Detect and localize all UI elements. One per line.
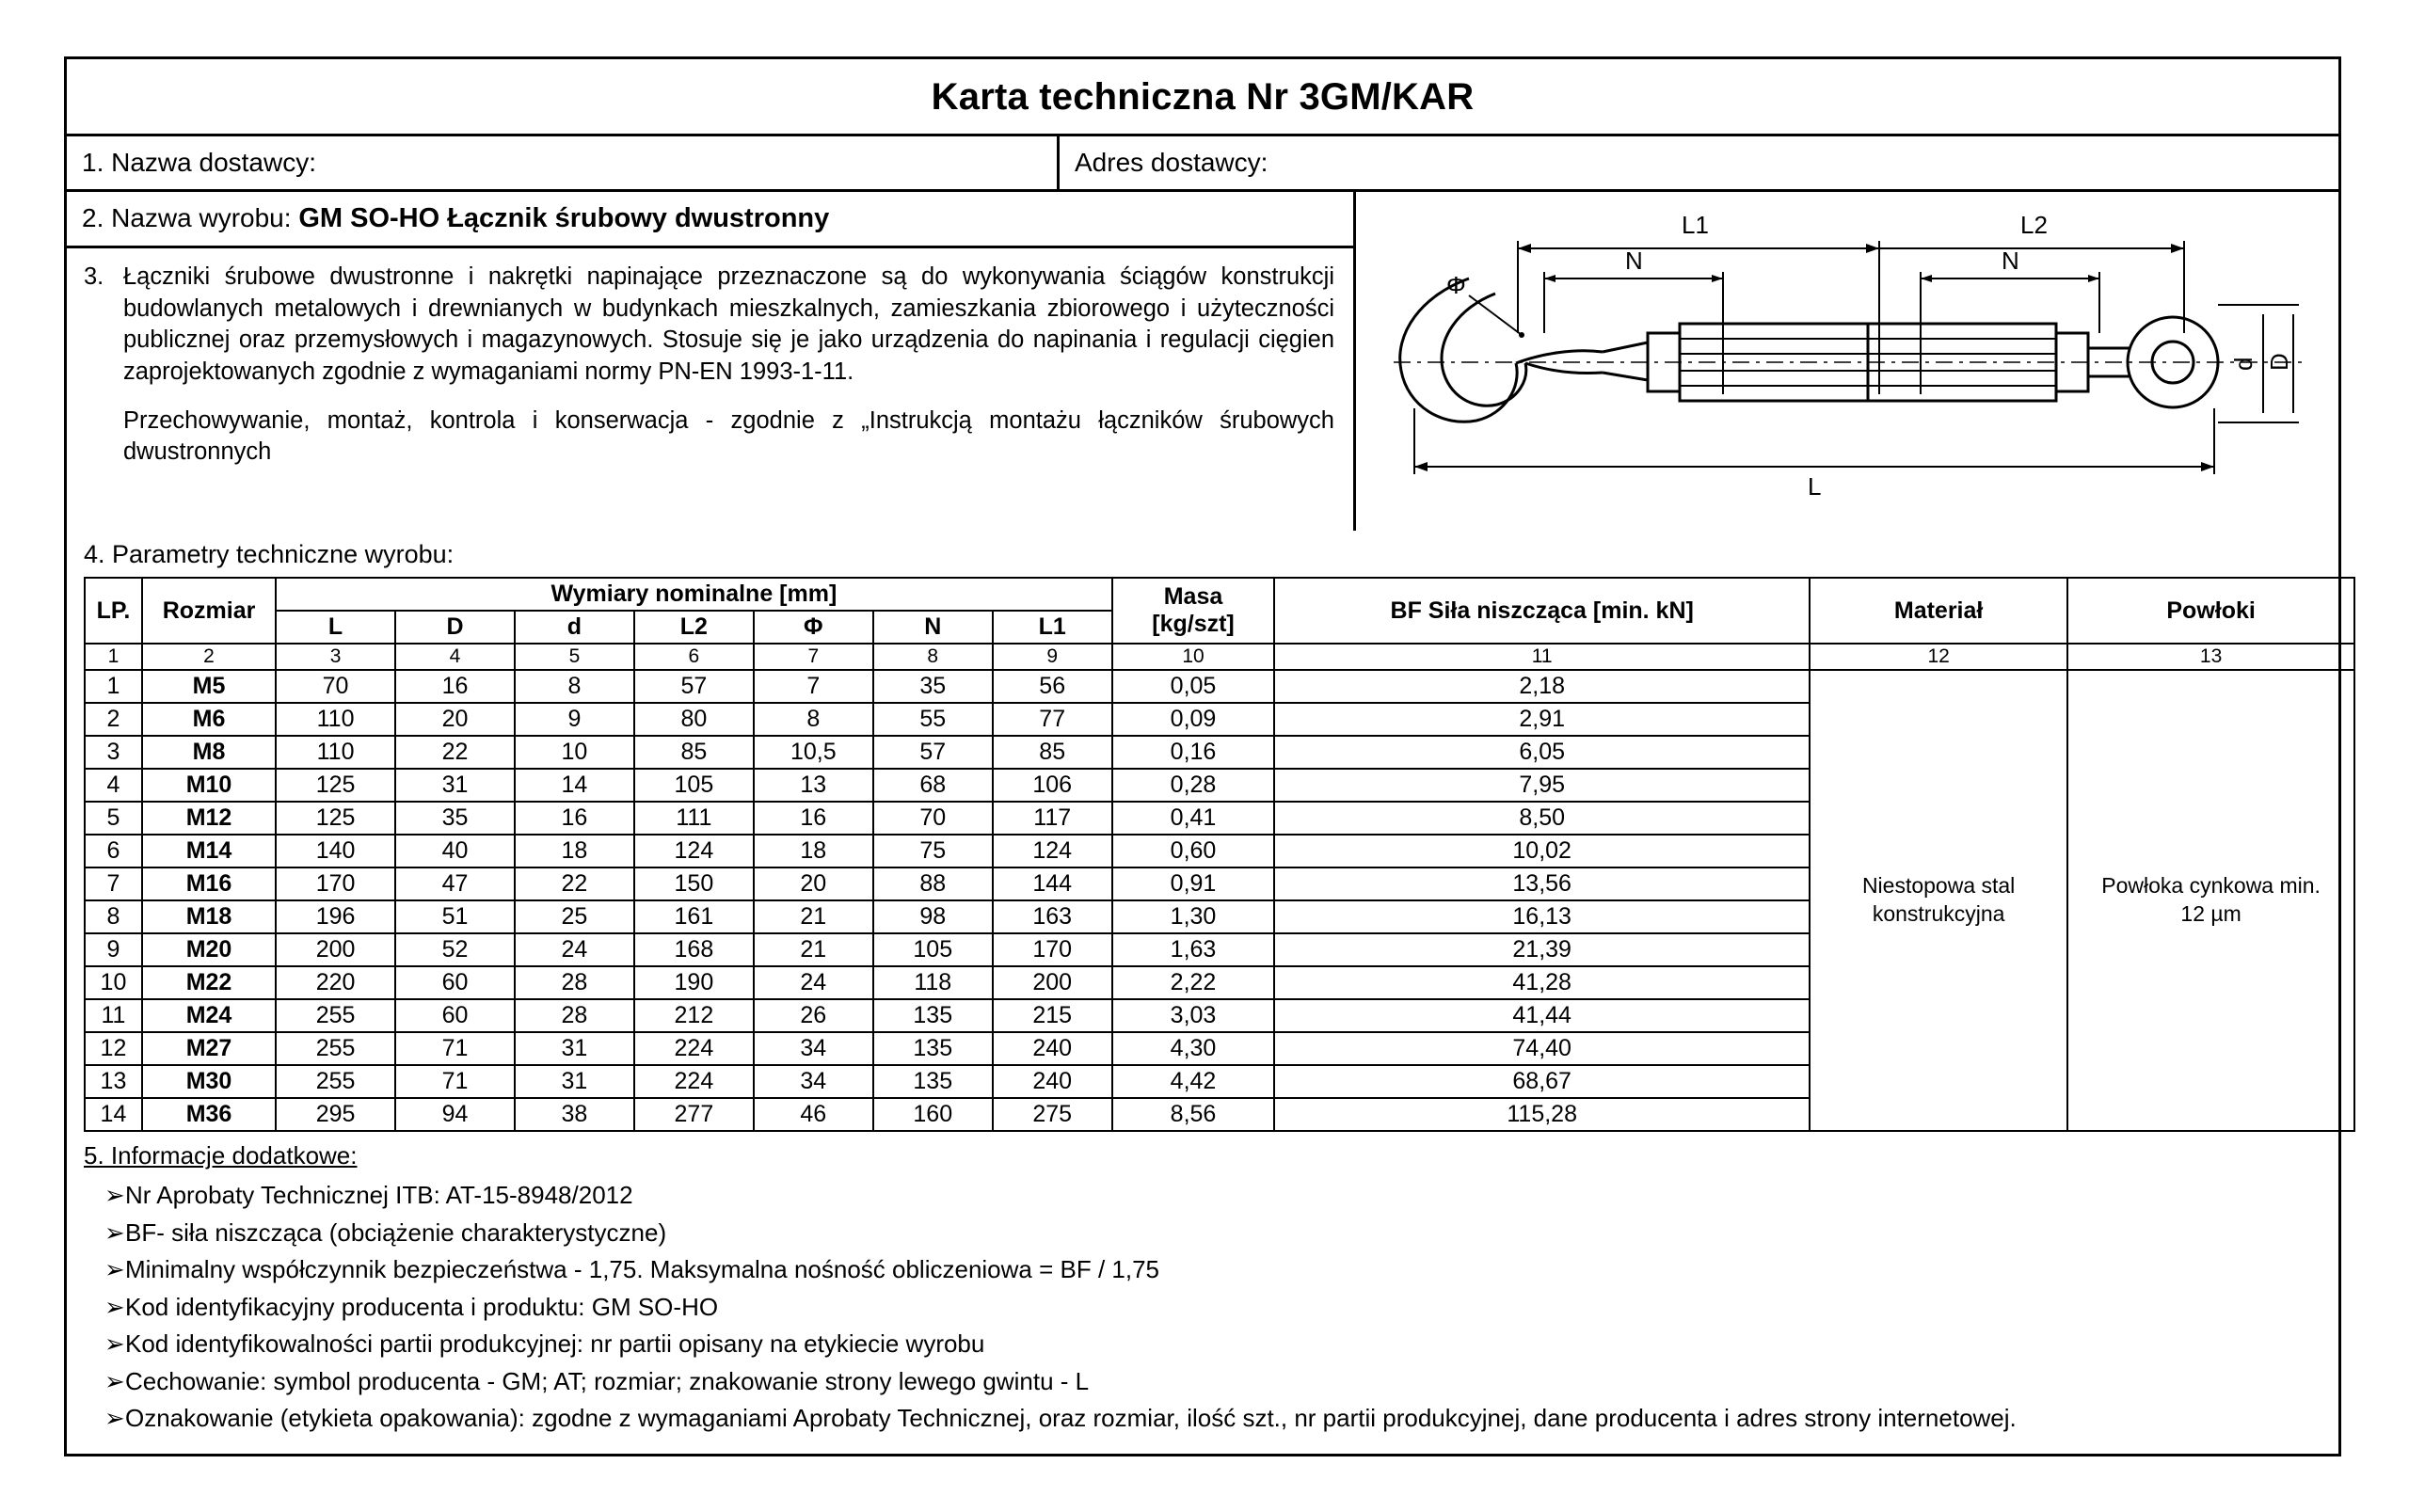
cell-L: 196 — [276, 900, 395, 933]
cell-fi: 7 — [754, 670, 873, 703]
cell-mass: 4,30 — [1112, 1032, 1275, 1065]
cell-lp: 9 — [85, 933, 142, 966]
cell-fi: 34 — [754, 1065, 873, 1098]
cell-N: 135 — [873, 1065, 993, 1098]
cell-d: 31 — [515, 1032, 634, 1065]
coating-line-1: Powłoka cynkowa min. — [2101, 873, 2321, 899]
colnum-8: 8 — [873, 644, 993, 670]
colnum-9: 9 — [993, 644, 1112, 670]
note-item — [84, 1329, 2321, 1360]
cell-coating — [2067, 670, 2354, 1131]
cell-D: 16 — [395, 670, 515, 703]
cell-size: M30 — [142, 1065, 276, 1098]
cell-size: M24 — [142, 999, 276, 1032]
bullet-icon: ➢ — [104, 1181, 125, 1209]
description-number: 3. — [84, 263, 104, 290]
cell-d: 10 — [515, 736, 634, 769]
drawing-label-d-large: D — [2265, 353, 2293, 371]
cell-d: 38 — [515, 1098, 634, 1131]
cell-d: 14 — [515, 769, 634, 802]
notes-list — [84, 1180, 2321, 1434]
cell-L1: 240 — [993, 1032, 1112, 1065]
bullet-icon: ➢ — [104, 1366, 125, 1395]
parameters-section-label: 4. Parametry techniczne wyrobu: — [84, 540, 455, 568]
th-bf: BF Siła niszcząca [min. kN] — [1274, 578, 1810, 644]
additional-information — [67, 1132, 2338, 1454]
cell-L: 255 — [276, 1065, 395, 1098]
cell-N: 135 — [873, 1032, 993, 1065]
note-text: Nr Aprobaty Technicznej ITB: AT-15-8948/2012 — [125, 1181, 633, 1209]
product-and-drawing-row — [67, 192, 2338, 531]
cell-L1: 106 — [993, 769, 1112, 802]
cell-fi: 10,5 — [754, 736, 873, 769]
cell-lp: 4 — [85, 769, 142, 802]
cell-lp: 10 — [85, 966, 142, 999]
th-dim-L2: L2 — [634, 611, 754, 644]
cell-bf: 16,13 — [1274, 900, 1810, 933]
cell-mass: 0,28 — [1112, 769, 1275, 802]
cell-L1: 170 — [993, 933, 1112, 966]
drawing-label-l: L — [1808, 472, 1822, 501]
cell-L: 110 — [276, 703, 395, 736]
cell-L: 255 — [276, 999, 395, 1032]
cell-lp: 1 — [85, 670, 142, 703]
cell-L2: 124 — [634, 835, 754, 867]
cell-lp: 12 — [85, 1032, 142, 1065]
cell-L1: 117 — [993, 802, 1112, 835]
cell-L2: 80 — [634, 703, 754, 736]
cell-size: M10 — [142, 769, 276, 802]
cell-d: 22 — [515, 867, 634, 900]
cell-L1: 240 — [993, 1065, 1112, 1098]
product-name: GM SO-HO Łącznik śrubowy dwustronny — [298, 203, 830, 233]
cell-d: 18 — [515, 835, 634, 867]
cell-size: M22 — [142, 966, 276, 999]
cell-L2: 212 — [634, 999, 754, 1032]
cell-L: 200 — [276, 933, 395, 966]
cell-lp: 13 — [85, 1065, 142, 1098]
cell-size: M36 — [142, 1098, 276, 1131]
cell-d: 31 — [515, 1065, 634, 1098]
supplier-row — [67, 136, 2338, 192]
cell-D: 31 — [395, 769, 515, 802]
technical-data-sheet — [64, 56, 2341, 1456]
th-dim-N: N — [873, 611, 993, 644]
cell-lp: 8 — [85, 900, 142, 933]
th-mass-line2: [kg/szt] — [1152, 611, 1235, 637]
cell-d: 24 — [515, 933, 634, 966]
th-dim-L1: L1 — [993, 611, 1112, 644]
cell-bf: 10,02 — [1274, 835, 1810, 867]
description-paragraph-1: Łączniki śrubowe dwustronne i nakrętki napinające przeznaczone są do wykonywania ściągów konstrukcji budowlanych metalowych i drewnianych w budynkach mieszkalnych, zamieszkania zbiorowego i użyteczności publicznej oraz przemysłowych i magazynowych. Stosuje się je jako urządzenia do napinania i regulacji cięgien zaprojektowanych zgodnie z wymaganiami normy PN-EN 1993-1-11. — [123, 263, 1334, 385]
cell-fi: 24 — [754, 966, 873, 999]
cell-mass: 1,63 — [1112, 933, 1275, 966]
cell-L1: 77 — [993, 703, 1112, 736]
cell-D: 40 — [395, 835, 515, 867]
bullet-icon: ➢ — [104, 1255, 125, 1283]
colnum-12: 12 — [1810, 644, 2067, 670]
table-body — [85, 670, 2354, 1131]
cell-L2: 150 — [634, 867, 754, 900]
cell-L1: 275 — [993, 1098, 1112, 1131]
cell-L2: 168 — [634, 933, 754, 966]
notes-heading: 5. Informacje dodatkowe: — [84, 1141, 358, 1170]
colnum-6: 6 — [634, 644, 754, 670]
cell-L: 125 — [276, 769, 395, 802]
th-dim-L: L — [276, 611, 395, 644]
product-name-row — [67, 192, 1353, 248]
cell-D: 60 — [395, 966, 515, 999]
colnum-1: 1 — [85, 644, 142, 670]
note-item — [84, 1180, 2321, 1211]
cell-d: 8 — [515, 670, 634, 703]
cell-d: 28 — [515, 999, 634, 1032]
cell-L1: 144 — [993, 867, 1112, 900]
cell-bf: 115,28 — [1274, 1098, 1810, 1131]
cell-material — [1810, 670, 2067, 1131]
cell-fi: 20 — [754, 867, 873, 900]
table-row — [85, 670, 2354, 703]
cell-bf: 13,56 — [1274, 867, 1810, 900]
cell-L2: 277 — [634, 1098, 754, 1131]
th-size: Rozmiar — [142, 578, 276, 644]
cell-L2: 57 — [634, 670, 754, 703]
cell-d: 28 — [515, 966, 634, 999]
th-lp: LP. — [85, 578, 142, 644]
cell-size: M18 — [142, 900, 276, 933]
turnbuckle-technical-drawing — [1356, 192, 2338, 531]
cell-mass: 0,41 — [1112, 802, 1275, 835]
drawing-label-n-left: N — [1625, 247, 1643, 275]
supplier-address-label: Adres dostawcy: — [1075, 148, 1268, 177]
cell-N: 160 — [873, 1098, 993, 1131]
cell-L: 170 — [276, 867, 395, 900]
cell-L: 70 — [276, 670, 395, 703]
cell-mass: 8,56 — [1112, 1098, 1275, 1131]
colnum-2: 2 — [142, 644, 276, 670]
cell-L2: 105 — [634, 769, 754, 802]
note-item — [84, 1218, 2321, 1249]
colnum-4: 4 — [395, 644, 515, 670]
cell-D: 51 — [395, 900, 515, 933]
cell-N: 57 — [873, 736, 993, 769]
cell-D: 47 — [395, 867, 515, 900]
cell-lp: 3 — [85, 736, 142, 769]
cell-size: M12 — [142, 802, 276, 835]
colnum-10: 10 — [1112, 644, 1275, 670]
cell-D: 94 — [395, 1098, 515, 1131]
material-line-2: konstrukcyjna — [1872, 901, 2005, 926]
cell-N: 35 — [873, 670, 993, 703]
cell-fi: 13 — [754, 769, 873, 802]
drawing-label-l1: L1 — [1682, 211, 1709, 239]
cell-N: 88 — [873, 867, 993, 900]
colnum-13: 13 — [2067, 644, 2354, 670]
product-description — [67, 248, 1353, 484]
cell-lp: 5 — [85, 802, 142, 835]
cell-fi: 21 — [754, 900, 873, 933]
cell-L: 125 — [276, 802, 395, 835]
cell-fi: 16 — [754, 802, 873, 835]
cell-fi: 8 — [754, 703, 873, 736]
colnum-3: 3 — [276, 644, 395, 670]
cell-bf: 6,05 — [1274, 736, 1810, 769]
tech-table-wrapper — [67, 577, 2338, 1132]
note-text: Cechowanie: symbol producenta - GM; AT; rozmiar; znakowanie strony lewego gwintu - L — [125, 1366, 1090, 1395]
cell-L1: 56 — [993, 670, 1112, 703]
cell-d: 9 — [515, 703, 634, 736]
cell-N: 118 — [873, 966, 993, 999]
drawing-label-n-right: N — [2002, 247, 2019, 275]
cell-mass: 3,03 — [1112, 999, 1275, 1032]
cell-L1: 163 — [993, 900, 1112, 933]
bullet-icon: ➢ — [104, 1218, 125, 1247]
technical-parameters-table — [84, 577, 2355, 1132]
cell-L2: 111 — [634, 802, 754, 835]
cell-fi: 26 — [754, 999, 873, 1032]
table-column-numbers-row — [85, 644, 2354, 670]
cell-N: 98 — [873, 900, 993, 933]
cell-D: 20 — [395, 703, 515, 736]
coating-line-2: 12 µm — [2180, 901, 2241, 926]
cell-mass: 0,91 — [1112, 867, 1275, 900]
cell-L1: 200 — [993, 966, 1112, 999]
th-dim-d: d — [515, 611, 634, 644]
th-material: Materiał — [1810, 578, 2067, 644]
th-coating: Powłoki — [2067, 578, 2354, 644]
cell-L1: 124 — [993, 835, 1112, 867]
material-line-1: Niestopowa stal — [1861, 873, 2016, 899]
cell-bf: 7,95 — [1274, 769, 1810, 802]
cell-fi: 46 — [754, 1098, 873, 1131]
page-title: Karta techniczna Nr 3GM/KAR — [67, 59, 2338, 136]
bullet-icon: ➢ — [104, 1329, 125, 1358]
cell-mass: 0,60 — [1112, 835, 1275, 867]
cell-lp: 14 — [85, 1098, 142, 1131]
cell-L1: 85 — [993, 736, 1112, 769]
cell-fi: 21 — [754, 933, 873, 966]
cell-fi: 18 — [754, 835, 873, 867]
cell-d: 16 — [515, 802, 634, 835]
colnum-7: 7 — [754, 644, 873, 670]
table-header-row-main — [85, 578, 2354, 611]
cell-L1: 215 — [993, 999, 1112, 1032]
cell-mass: 1,30 — [1112, 900, 1275, 933]
cell-bf: 2,18 — [1274, 670, 1810, 703]
cell-size: M8 — [142, 736, 276, 769]
cell-D: 22 — [395, 736, 515, 769]
drawing-label-phi: Φ — [1446, 271, 1466, 299]
cell-N: 135 — [873, 999, 993, 1032]
cell-size: M20 — [142, 933, 276, 966]
cell-N: 70 — [873, 802, 993, 835]
note-item — [84, 1403, 2321, 1434]
drawing-label-d-small: d — [2229, 357, 2257, 371]
cell-L2: 190 — [634, 966, 754, 999]
cell-mass: 0,09 — [1112, 703, 1275, 736]
bullet-icon: ➢ — [104, 1292, 125, 1321]
note-text: Oznakowanie (etykieta opakowania): zgodne z wymaganiami Aprobaty Technicznej, oraz rozmiar, ilość szt., nr partii produkcyjnej, dane producenta i adres strony internetowej. — [125, 1404, 2017, 1432]
note-item — [84, 1366, 2321, 1397]
cell-mass: 2,22 — [1112, 966, 1275, 999]
note-text: Minimalny współczynnik bezpieczeństwa - 1,75. Maksymalna nośność obliczeniowa = BF / 1,75 — [125, 1255, 1160, 1283]
cell-bf: 41,44 — [1274, 999, 1810, 1032]
cell-lp: 11 — [85, 999, 142, 1032]
note-text: BF- siła niszcząca (obciążenie charakterystyczne) — [125, 1218, 667, 1247]
cell-N: 105 — [873, 933, 993, 966]
cell-bf: 41,28 — [1274, 966, 1810, 999]
cell-D: 71 — [395, 1065, 515, 1098]
cell-bf: 74,40 — [1274, 1032, 1810, 1065]
cell-size: M5 — [142, 670, 276, 703]
cell-N: 68 — [873, 769, 993, 802]
cell-L2: 224 — [634, 1032, 754, 1065]
note-text: Kod identyfikowalności partii produkcyjnej: nr partii opisany na etykiecie wyrobu — [125, 1329, 985, 1358]
cell-D: 52 — [395, 933, 515, 966]
cell-D: 60 — [395, 999, 515, 1032]
cell-L: 255 — [276, 1032, 395, 1065]
cell-L2: 85 — [634, 736, 754, 769]
cell-N: 75 — [873, 835, 993, 867]
supplier-name-label: 1. Nazwa dostawcy: — [67, 136, 1060, 189]
cell-bf: 2,91 — [1274, 703, 1810, 736]
cell-lp: 2 — [85, 703, 142, 736]
cell-fi: 34 — [754, 1032, 873, 1065]
cell-L2: 224 — [634, 1065, 754, 1098]
cell-mass: 0,16 — [1112, 736, 1275, 769]
description-paragraph-2: Przechowywanie, montaż, kontrola i konserwacja - zgodnie z „Instrukcją montażu łączników śrubowych dwustronnych — [123, 406, 1334, 466]
cell-L2: 161 — [634, 900, 754, 933]
cell-D: 35 — [395, 802, 515, 835]
cell-d: 25 — [515, 900, 634, 933]
cell-size: M6 — [142, 703, 276, 736]
th-dim-fi: Φ — [754, 611, 873, 644]
th-mass-line1: Masa — [1163, 583, 1223, 610]
cell-size: M16 — [142, 867, 276, 900]
bullet-icon: ➢ — [104, 1404, 125, 1432]
cell-L: 295 — [276, 1098, 395, 1131]
colnum-5: 5 — [515, 644, 634, 670]
note-item — [84, 1292, 2321, 1323]
cell-mass: 0,05 — [1112, 670, 1275, 703]
cell-size: M14 — [142, 835, 276, 867]
note-text: Kod identyfikacyjny producenta i produktu: GM SO-HO — [125, 1292, 719, 1321]
product-label: 2. Nazwa wyrobu: — [82, 203, 299, 232]
th-dim-D: D — [395, 611, 515, 644]
note-item — [84, 1254, 2321, 1285]
cell-bf: 8,50 — [1274, 802, 1810, 835]
cell-lp: 7 — [85, 867, 142, 900]
cell-lp: 6 — [85, 835, 142, 867]
cell-N: 55 — [873, 703, 993, 736]
cell-L: 110 — [276, 736, 395, 769]
th-dims-group: Wymiary nominalne [mm] — [276, 578, 1112, 611]
cell-L: 220 — [276, 966, 395, 999]
drawing-label-l2: L2 — [2020, 211, 2048, 239]
th-mass — [1112, 578, 1275, 644]
cell-size: M27 — [142, 1032, 276, 1065]
cell-bf: 21,39 — [1274, 933, 1810, 966]
colnum-11: 11 — [1274, 644, 1810, 670]
cell-D: 71 — [395, 1032, 515, 1065]
cell-bf: 68,67 — [1274, 1065, 1810, 1098]
cell-L: 140 — [276, 835, 395, 867]
cell-mass: 4,42 — [1112, 1065, 1275, 1098]
turnbuckle-drawing-svg — [1356, 192, 2335, 531]
